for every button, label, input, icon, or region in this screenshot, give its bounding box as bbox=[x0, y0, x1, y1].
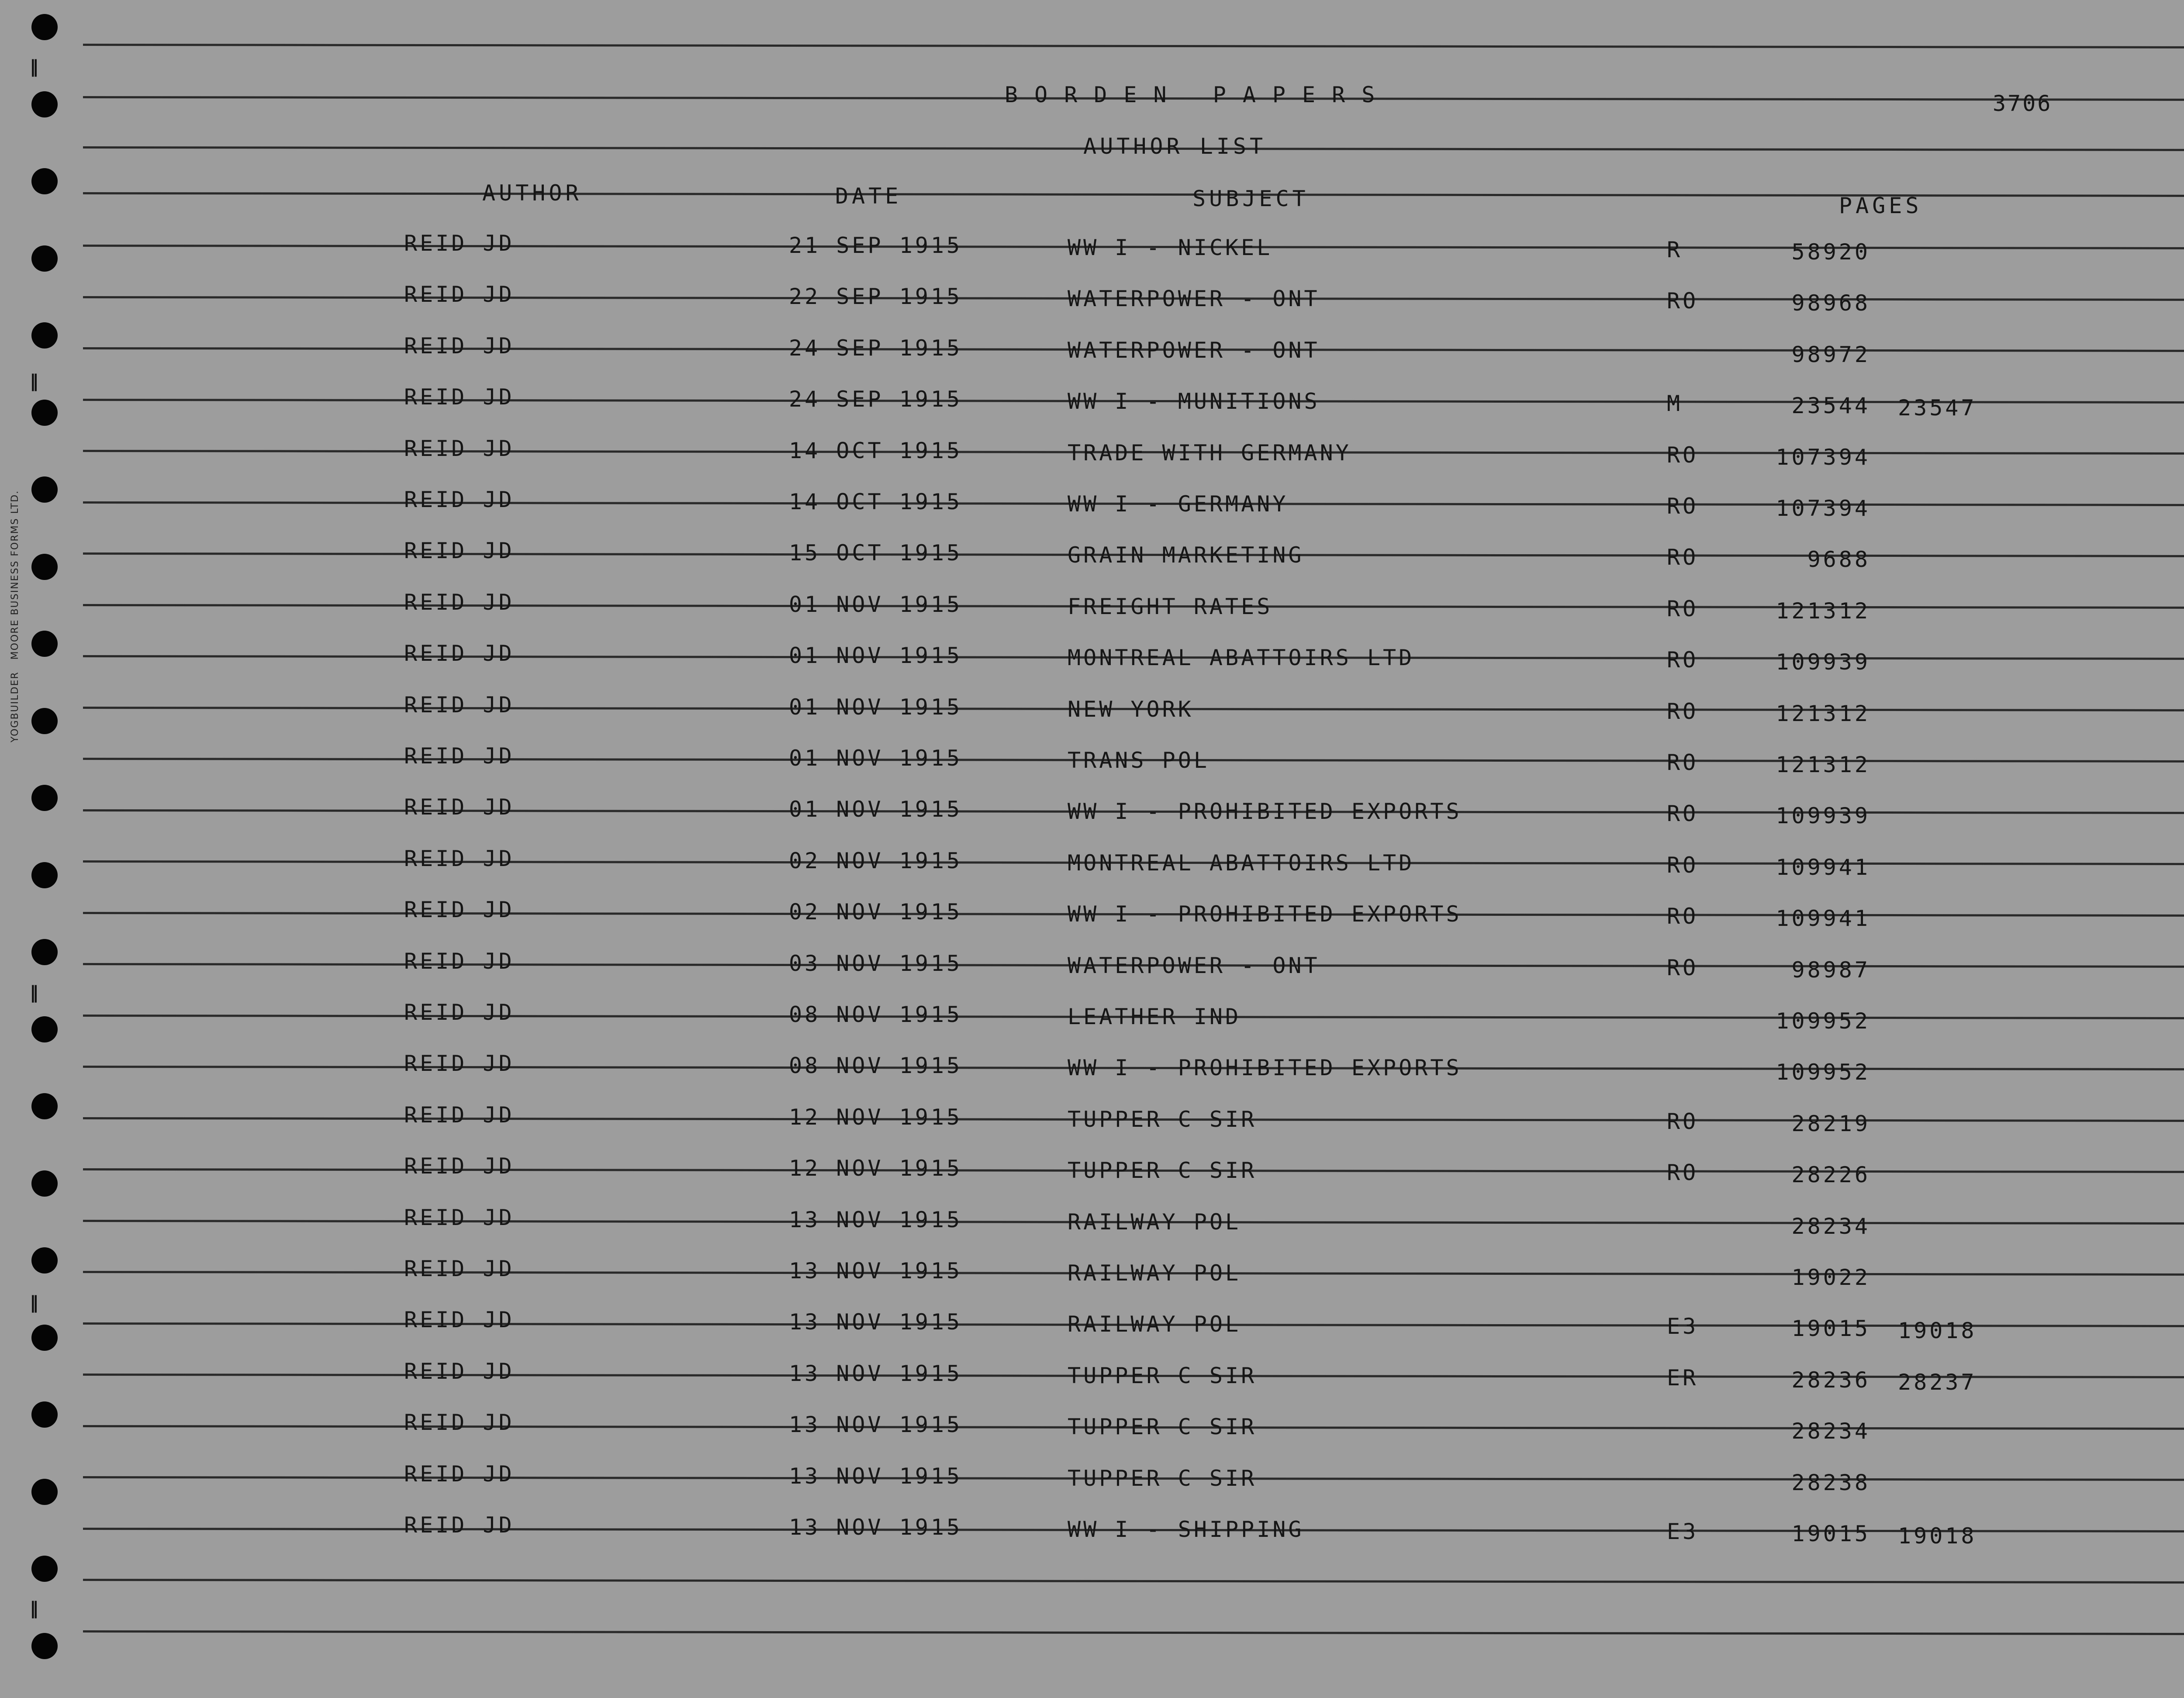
page-start-cell: 109952 bbox=[1776, 1008, 1870, 1034]
form-rule-line bbox=[83, 1630, 2184, 1635]
subject-cell: WW I - GERMANY bbox=[1068, 491, 1289, 517]
page-start-cell: 109941 bbox=[1776, 854, 1870, 880]
author-cell: REID JD bbox=[404, 743, 515, 769]
page-end-cell: 28237 bbox=[1898, 1369, 1977, 1395]
author-cell: REID JD bbox=[404, 692, 515, 718]
column-header-subject: SUBJECT bbox=[1192, 186, 1309, 211]
left-sprocket-hole bbox=[31, 1479, 58, 1505]
code-cell: RO bbox=[1667, 1160, 1699, 1186]
page-start-cell: 98987 bbox=[1791, 957, 1870, 983]
code-cell: RO bbox=[1667, 288, 1699, 314]
page-end-cell: 19018 bbox=[1898, 1523, 1977, 1549]
left-sprocket-hole bbox=[31, 168, 58, 194]
left-sprocket-hole bbox=[31, 476, 58, 503]
author-cell: REID JD bbox=[404, 538, 515, 564]
subject-cell: TUPPER C SIR bbox=[1068, 1158, 1257, 1184]
author-cell: REID JD bbox=[404, 333, 515, 359]
page-start-cell: 121312 bbox=[1776, 598, 1870, 624]
left-sprocket-hole bbox=[31, 1093, 58, 1119]
subject-cell: RAILWAY POL bbox=[1068, 1260, 1241, 1286]
subject-cell: WATERPOWER - ONT bbox=[1068, 337, 1320, 363]
page-start-cell: 23544 bbox=[1791, 393, 1870, 419]
subject-cell: TUPPER C SIR bbox=[1068, 1106, 1257, 1132]
subject-cell: TRADE WITH GERMANY bbox=[1068, 440, 1351, 466]
date-cell: 24 SEP 1915 bbox=[789, 335, 963, 361]
page-start-cell: 28234 bbox=[1791, 1418, 1870, 1444]
subject-cell: TUPPER C SIR bbox=[1068, 1414, 1257, 1440]
page-start-cell: 109952 bbox=[1776, 1060, 1870, 1085]
page-start-cell: 58920 bbox=[1791, 239, 1870, 265]
date-cell: 01 NOV 1915 bbox=[789, 694, 963, 720]
author-cell: REID JD bbox=[404, 1410, 515, 1436]
page-end-cell: 19018 bbox=[1898, 1318, 1977, 1344]
date-cell: 13 NOV 1915 bbox=[789, 1258, 963, 1284]
page-number: 3706 bbox=[1993, 91, 2053, 116]
subject-cell: TUPPER C SIR bbox=[1068, 1465, 1257, 1491]
author-cell: REID JD bbox=[404, 1512, 515, 1538]
date-cell: 01 NOV 1915 bbox=[789, 745, 963, 771]
left-sprocket-hole bbox=[31, 1247, 58, 1274]
perforation-mark: ‖ bbox=[30, 371, 38, 391]
left-sprocket-hole bbox=[31, 1170, 58, 1197]
page-start-cell: 121312 bbox=[1776, 701, 1870, 726]
subject-cell: WW I - MUNITIONS bbox=[1068, 389, 1320, 414]
subject-cell: WATERPOWER - ONT bbox=[1068, 953, 1320, 978]
perforation-mark: ‖ bbox=[30, 1598, 38, 1619]
date-cell: 13 NOV 1915 bbox=[789, 1515, 963, 1540]
subject-cell: WW I - PROHIBITED EXPORTS bbox=[1068, 799, 1462, 825]
page-start-cell: 28238 bbox=[1791, 1470, 1870, 1495]
perforation-mark: ‖ bbox=[30, 983, 38, 1003]
page-start-cell: 109941 bbox=[1776, 906, 1870, 932]
date-cell: 12 NOV 1915 bbox=[789, 1104, 963, 1130]
page-start-cell: 109939 bbox=[1776, 803, 1870, 829]
subject-cell: GRAIN MARKETING bbox=[1068, 542, 1304, 568]
author-cell: REID JD bbox=[404, 1358, 515, 1384]
code-cell: RO bbox=[1667, 647, 1699, 673]
column-header-pages: PAGES bbox=[1839, 193, 1922, 218]
subject-cell: MONTREAL ABATTOIRS LTD bbox=[1068, 645, 1415, 671]
page-start-cell: 19015 bbox=[1791, 1521, 1870, 1546]
left-sprocket-hole bbox=[31, 245, 58, 272]
author-cell: REID JD bbox=[404, 1256, 515, 1281]
code-cell: RO bbox=[1667, 1108, 1699, 1134]
subject-cell: TUPPER C SIR bbox=[1068, 1363, 1257, 1388]
code-cell: RO bbox=[1667, 750, 1699, 775]
code-cell: RO bbox=[1667, 904, 1699, 929]
page-start-cell: 28219 bbox=[1791, 1111, 1870, 1136]
left-sprocket-hole bbox=[31, 1325, 58, 1351]
author-cell: REID JD bbox=[404, 1461, 515, 1487]
date-cell: 14 OCT 1915 bbox=[789, 438, 963, 463]
page-end-cell: 23547 bbox=[1898, 395, 1977, 421]
author-cell: REID JD bbox=[404, 435, 515, 461]
subject-cell: FREIGHT RATES bbox=[1068, 594, 1273, 619]
author-cell: REID JD bbox=[404, 589, 515, 615]
left-sprocket-hole bbox=[31, 91, 58, 117]
form-rule-line bbox=[83, 44, 2184, 48]
page-start-cell: 107394 bbox=[1776, 496, 1870, 521]
code-cell: RO bbox=[1667, 801, 1699, 827]
left-sprocket-hole bbox=[31, 708, 58, 734]
subject-cell: RAILWAY POL bbox=[1068, 1311, 1241, 1337]
date-cell: 03 NOV 1915 bbox=[789, 950, 963, 976]
column-header-author: AUTHOR bbox=[482, 180, 582, 206]
list-subtitle: AUTHOR LIST bbox=[1083, 134, 1267, 159]
author-cell: REID JD bbox=[404, 1153, 515, 1179]
date-cell: 01 NOV 1915 bbox=[789, 643, 963, 669]
author-cell: REID JD bbox=[404, 1051, 515, 1077]
page-start-cell: 98972 bbox=[1791, 342, 1870, 367]
subject-cell: WW I - PROHIBITED EXPORTS bbox=[1068, 1055, 1462, 1081]
author-cell: REID JD bbox=[404, 282, 515, 307]
subject-cell: MONTREAL ABATTOIRS LTD bbox=[1068, 850, 1415, 876]
left-sprocket-hole bbox=[31, 1016, 58, 1042]
page-start-cell: 19022 bbox=[1791, 1265, 1870, 1290]
date-cell: 24 SEP 1915 bbox=[789, 387, 963, 412]
left-sprocket-hole bbox=[31, 322, 58, 349]
code-cell: R bbox=[1667, 237, 1683, 262]
left-sprocket-hole bbox=[31, 1401, 58, 1428]
subject-cell: WW I - NICKEL bbox=[1068, 235, 1273, 260]
author-cell: REID JD bbox=[404, 948, 515, 974]
code-cell: RO bbox=[1667, 545, 1699, 570]
code-cell: RO bbox=[1667, 596, 1699, 621]
code-cell: ER bbox=[1667, 1365, 1699, 1391]
page-start-cell: 9688 bbox=[1807, 547, 1870, 573]
date-cell: 22 SEP 1915 bbox=[789, 284, 963, 310]
left-sprocket-hole bbox=[31, 939, 58, 965]
date-cell: 21 SEP 1915 bbox=[789, 233, 963, 258]
subject-cell: WW I - PROHIBITED EXPORTS bbox=[1068, 901, 1462, 927]
date-cell: 13 NOV 1915 bbox=[789, 1412, 963, 1438]
column-header-date: DATE bbox=[835, 183, 902, 209]
page-start-cell: 109939 bbox=[1776, 649, 1870, 675]
date-cell: 02 NOV 1915 bbox=[789, 899, 963, 925]
page-start-cell: 19015 bbox=[1791, 1316, 1870, 1342]
left-sprocket-hole bbox=[31, 400, 58, 426]
form-rule-line bbox=[83, 1579, 2184, 1584]
page-start-cell: 107394 bbox=[1776, 444, 1870, 470]
page-start-cell: 28236 bbox=[1791, 1367, 1870, 1393]
code-cell: RO bbox=[1667, 852, 1699, 878]
perforation-mark: ‖ bbox=[30, 1293, 38, 1313]
code-cell: E3 bbox=[1667, 1519, 1699, 1544]
author-cell: REID JD bbox=[404, 487, 515, 512]
date-cell: 12 NOV 1915 bbox=[789, 1156, 963, 1181]
date-cell: 01 NOV 1915 bbox=[789, 797, 963, 822]
code-cell: RO bbox=[1667, 442, 1699, 468]
left-sprocket-hole bbox=[31, 554, 58, 580]
author-cell: REID JD bbox=[404, 231, 515, 256]
author-cell: REID JD bbox=[404, 846, 515, 871]
date-cell: 14 OCT 1915 bbox=[789, 489, 963, 514]
page-start-cell: 98968 bbox=[1791, 290, 1870, 316]
author-cell: REID JD bbox=[404, 897, 515, 923]
date-cell: 08 NOV 1915 bbox=[789, 1053, 963, 1079]
perforation-mark: ‖ bbox=[30, 57, 38, 77]
subject-cell: TRANS POL bbox=[1068, 748, 1209, 773]
subject-cell: LEATHER IND bbox=[1068, 1004, 1241, 1029]
date-cell: 15 OCT 1915 bbox=[789, 540, 963, 566]
author-cell: REID JD bbox=[404, 1204, 515, 1230]
page-start-cell: 121312 bbox=[1776, 752, 1870, 777]
author-cell: REID JD bbox=[404, 641, 515, 666]
author-cell: REID JD bbox=[404, 794, 515, 820]
left-sprocket-hole bbox=[31, 1633, 58, 1659]
date-cell: 08 NOV 1915 bbox=[789, 1002, 963, 1027]
author-cell: REID JD bbox=[404, 1000, 515, 1025]
code-cell: RO bbox=[1667, 698, 1699, 724]
page-start-cell: 28234 bbox=[1791, 1213, 1870, 1239]
code-cell: RO bbox=[1667, 494, 1699, 519]
subject-cell: NEW YORK bbox=[1068, 696, 1194, 722]
left-sprocket-hole bbox=[31, 1556, 58, 1582]
left-sprocket-hole bbox=[31, 862, 58, 888]
author-cell: REID JD bbox=[404, 1307, 515, 1333]
author-cell: REID JD bbox=[404, 384, 515, 410]
code-cell: M bbox=[1667, 391, 1683, 417]
date-cell: 01 NOV 1915 bbox=[789, 591, 963, 617]
form-maker-imprint: YOGBUILDER MOORE BUSINESS FORMS LTD. bbox=[10, 490, 21, 742]
date-cell: 13 NOV 1915 bbox=[789, 1309, 963, 1335]
subject-cell: WATERPOWER - ONT bbox=[1068, 286, 1320, 312]
subject-cell: WW I - SHIPPING bbox=[1068, 1517, 1304, 1542]
left-sprocket-hole bbox=[31, 631, 58, 657]
date-cell: 13 NOV 1915 bbox=[789, 1463, 963, 1489]
subject-cell: RAILWAY POL bbox=[1068, 1209, 1241, 1235]
author-cell: REID JD bbox=[404, 1102, 515, 1128]
page-start-cell: 28226 bbox=[1791, 1162, 1870, 1188]
code-cell: E3 bbox=[1667, 1314, 1699, 1339]
left-sprocket-hole bbox=[31, 14, 58, 40]
code-cell: RO bbox=[1667, 955, 1699, 980]
date-cell: 13 NOV 1915 bbox=[789, 1207, 963, 1232]
date-cell: 13 NOV 1915 bbox=[789, 1360, 963, 1386]
document-title: BORDEN PAPERS bbox=[1005, 82, 1392, 107]
date-cell: 02 NOV 1915 bbox=[789, 848, 963, 873]
left-sprocket-hole bbox=[31, 785, 58, 811]
